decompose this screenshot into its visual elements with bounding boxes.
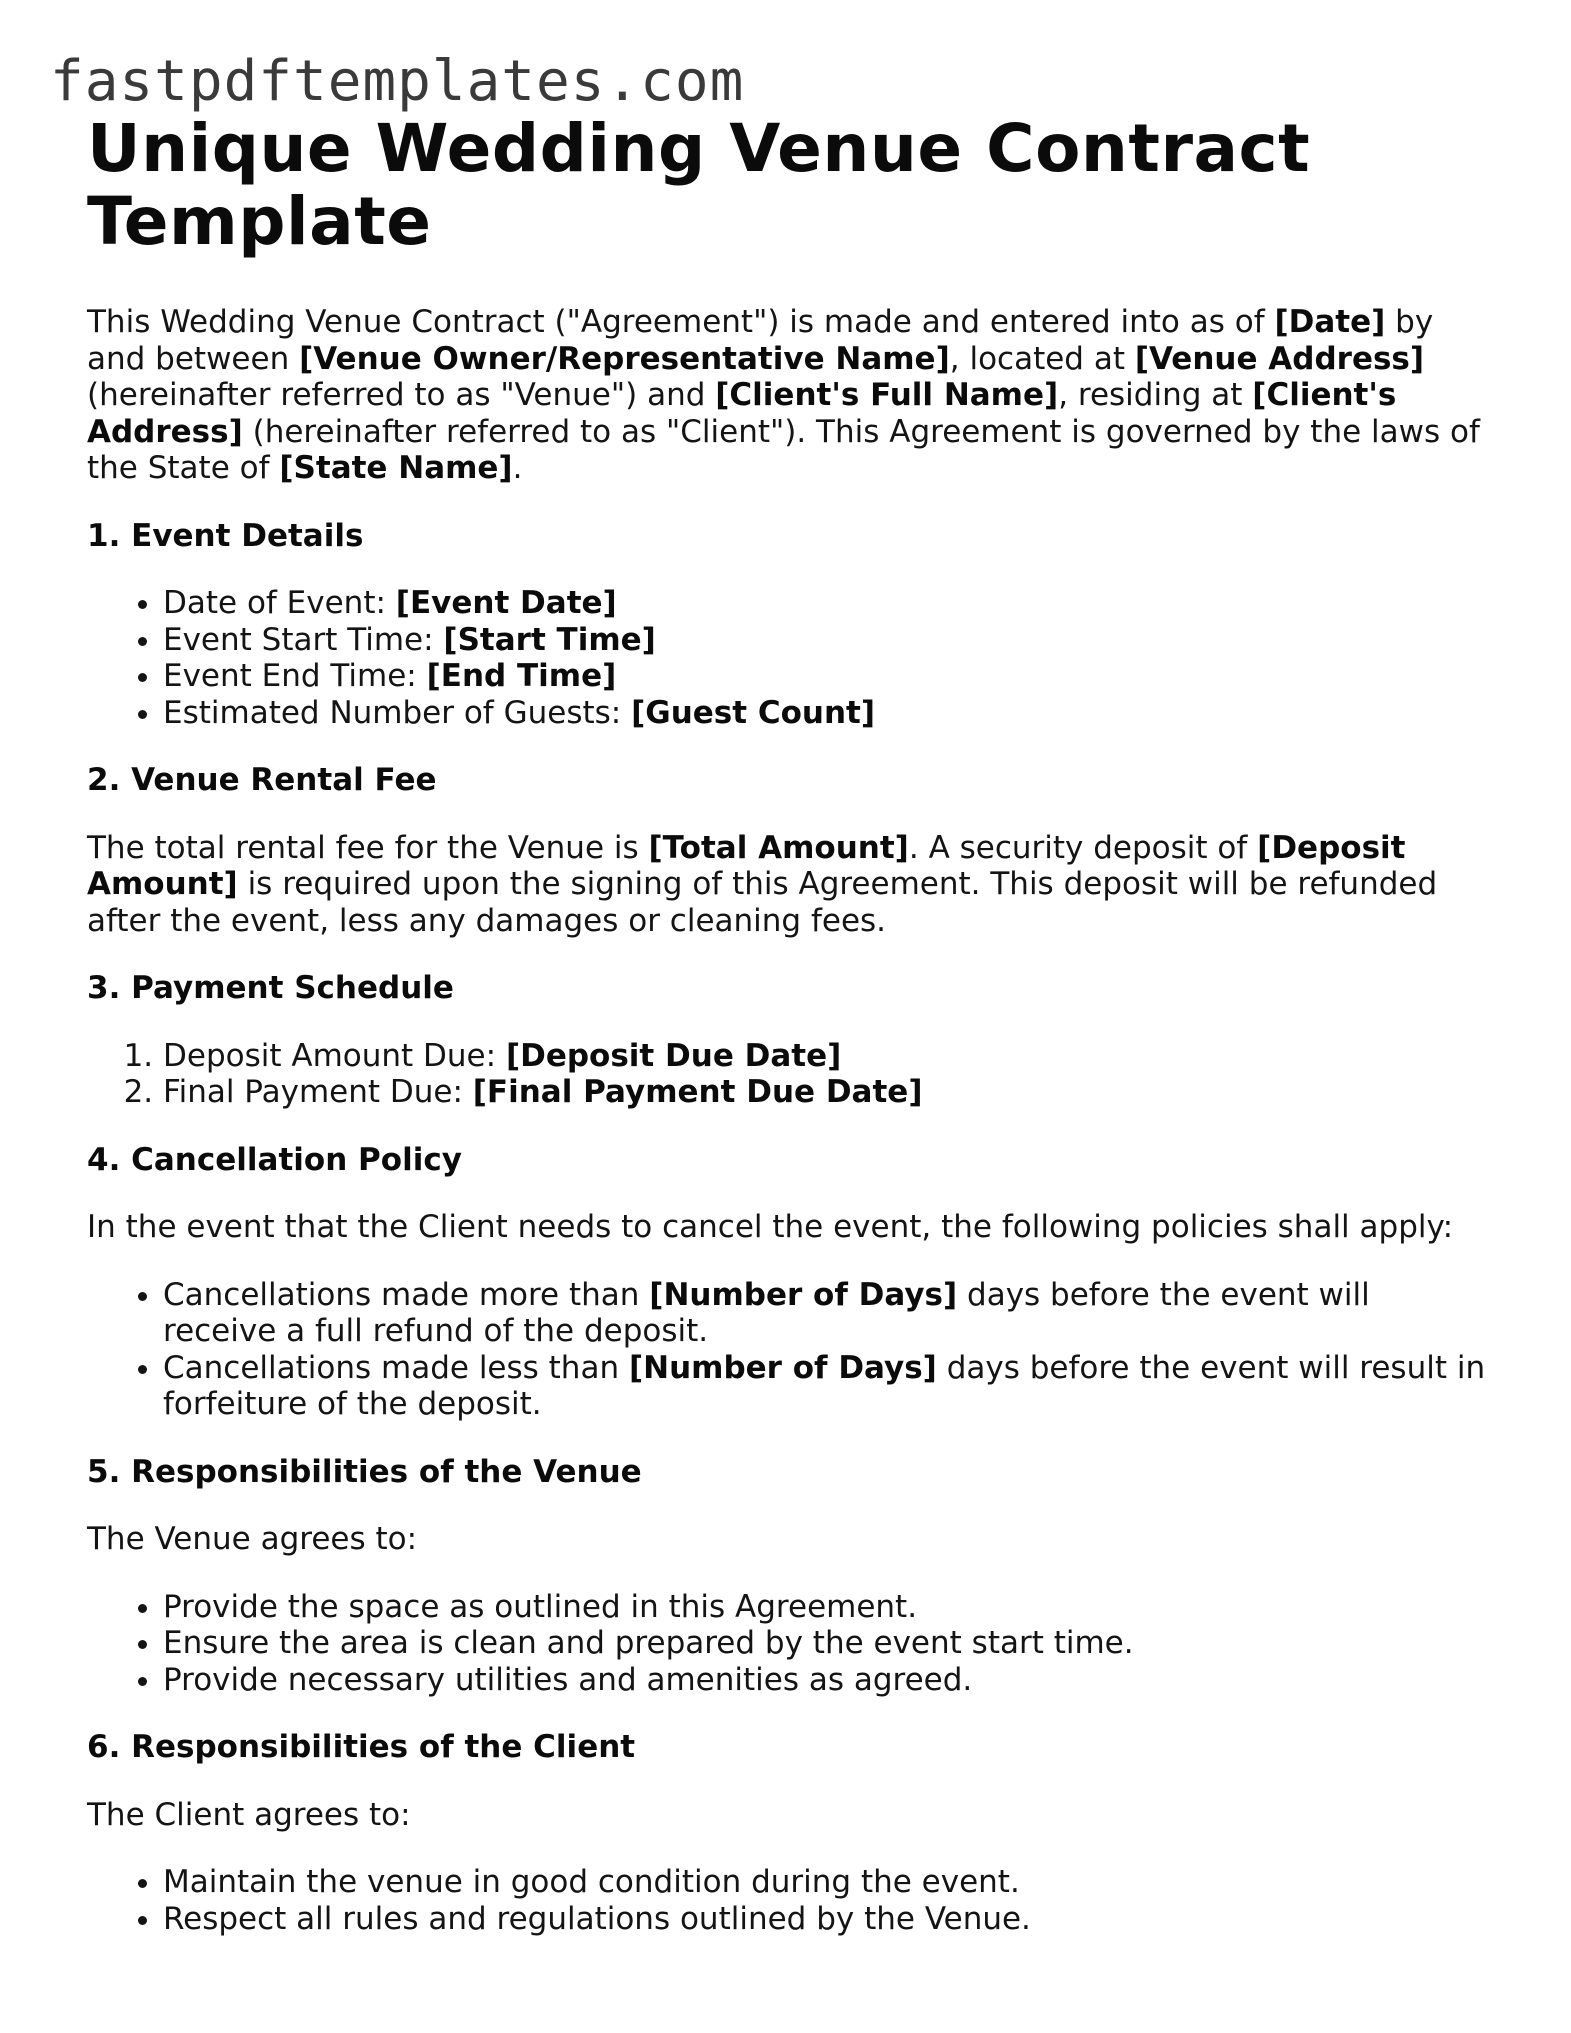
placeholder-venue-owner: [Venue Owner/Representative Name] (299, 340, 950, 377)
section-heading-payment-schedule: 3. Payment Schedule (87, 970, 454, 1006)
list-item: • Cancellations made less than [Number of Days] days before the event will result in forfeiture of the deposit. (163, 1350, 1487, 1423)
placeholder-client-address: [Client's Address] (87, 377, 1397, 450)
list-item: • Provide the space as outlined in this Agreement. (163, 1589, 1487, 1626)
list-item: • Ensure the area is clean and prepared by the event start time. (163, 1625, 1487, 1662)
list-item: • Maintain the venue in good condition during the event. (163, 1864, 1487, 1901)
list-item: • Estimated Number of Guests: [Guest Count] (163, 695, 1487, 732)
list-item: • Respect all rules and regulations outlined by the Venue. (163, 1901, 1487, 1938)
venue-responsibilities-list (87, 1589, 1487, 1699)
list-item: • Date of Event: [Event Date] (163, 585, 1487, 622)
event-details-list (87, 585, 1487, 731)
list-item: • Provide necessary utilities and amenities as agreed. (163, 1662, 1487, 1699)
list-item: 2. Final Payment Due: [Final Payment Due Date] (163, 1074, 1487, 1111)
section-heading-cancellation-policy: 4. Cancellation Policy (87, 1141, 462, 1178)
cancellation-intro: In the event that the Client needs to cancel the event, the following policies shall apply: (87, 1209, 1454, 1245)
list-item: • Cancellations made more than [Number of Days] days before the event will receive a full refund of the deposit. (163, 1277, 1487, 1350)
section-heading-venue-responsibilities: 5. Responsibilities of the Venue (87, 1453, 642, 1490)
cancellation-list (87, 1277, 1487, 1423)
placeholder-client-name: [Client's Full Name] (715, 377, 1059, 413)
list-item: 1. Deposit Amount Due: [Deposit Due Date] (163, 1038, 1487, 1075)
rental-fee-paragraph: The total rental fee for the Venue is [Total Amount]. A security deposit of [Deposit Amount] is required upon the signing of this Agreement. This deposit will be refunded after the event, less any damages or cleaning fees. (87, 829, 1438, 939)
payment-schedule-list (87, 1038, 1487, 1111)
contract-document (87, 112, 1487, 1937)
placeholder-venue-address: [Venue Address] (1134, 340, 1425, 377)
placeholder-state: [State Name] (279, 450, 513, 486)
site-watermark: fastpdftemplates.com (50, 49, 745, 114)
list-item: • Event Start Time: [Start Time] (163, 622, 1487, 659)
section-heading-client-responsibilities: 6. Responsibilities of the Client (87, 1729, 636, 1765)
document-title: Unique Wedding Venue Contract Template (87, 110, 1311, 260)
list-item: • Event End Time: [End Time] (163, 658, 1487, 695)
venue-responsibilities-intro: The Venue agrees to: (87, 1521, 418, 1557)
client-responsibilities-intro: The Client agrees to: (87, 1796, 411, 1833)
section-heading-rental-fee: 2. Venue Rental Fee (87, 762, 437, 798)
client-responsibilities-list (87, 1864, 1487, 1937)
placeholder-date: [Date] (1274, 304, 1386, 340)
section-heading-event-details: 1. Event Details (87, 517, 364, 554)
intro-paragraph: This Wedding Venue Contract ("Agreement") is made and entered into as of [Date] by and between [Venue Owner/Representative Name], located at [Venue Address] (hereinafter referred to as "Venue") and [Client's Full Name], residing at [Client's Address] (hereinafter referred to as "Client"). This Agreement is governed by the laws of the State of [State Name]. (87, 304, 1480, 486)
